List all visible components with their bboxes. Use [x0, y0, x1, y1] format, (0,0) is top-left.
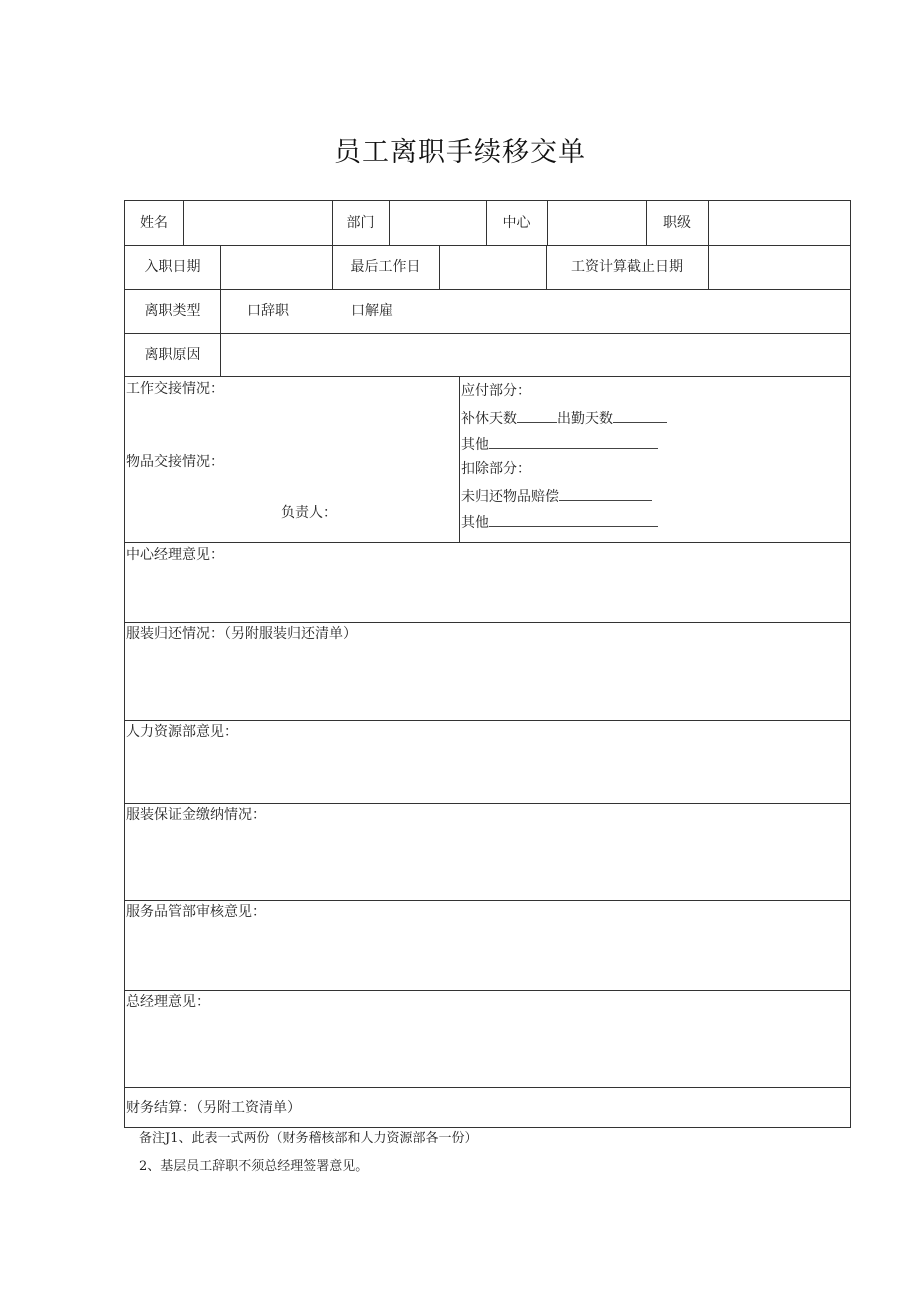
leave-reason-label: 离职原因	[144, 347, 201, 363]
last-day-label: 最后工作日	[350, 259, 421, 275]
quality-review-label: 服务品管部审核意见：	[126, 904, 266, 920]
leave-type-label: 离职类型	[144, 303, 201, 319]
row-divider	[125, 1087, 850, 1088]
dept-label: 部门	[346, 215, 375, 231]
responsible-label: 负责人：	[281, 505, 337, 521]
join-date-label: 入职日期	[144, 259, 201, 275]
other1-row	[461, 434, 658, 454]
row-divider	[125, 289, 850, 290]
center-label: 中心	[502, 215, 531, 231]
dismiss-checkbox[interactable]: 口解雇	[351, 303, 393, 319]
row-divider	[125, 803, 850, 804]
salary-cutoff-label: 工资计算截止日期	[571, 259, 683, 275]
comp-days-row	[461, 408, 667, 428]
form-table	[124, 200, 851, 1128]
deposit-label: 服装保证金缴纳情况：	[126, 807, 266, 823]
last-day-field[interactable]	[440, 246, 545, 288]
resign-checkbox[interactable]: 口辞职	[247, 303, 289, 319]
leave-reason-field[interactable]	[221, 334, 849, 375]
unreturned-row	[461, 486, 652, 506]
uniform-return-label: 服装归还情况：（另附服装归还清单）	[126, 626, 357, 642]
row-divider	[125, 720, 850, 721]
dept-field[interactable]	[390, 202, 485, 244]
finance-settlement-label: 财务结算：（另附工资清单）	[126, 1100, 301, 1116]
work-handover-label: 工作交接情况：	[126, 381, 224, 397]
other1-label: 其他	[461, 437, 489, 453]
row-divider	[125, 542, 850, 543]
level-field[interactable]	[709, 202, 849, 244]
col-divider	[459, 376, 460, 542]
attend-days-blank[interactable]	[613, 408, 667, 423]
page-title: 员工离职手续移交单	[334, 137, 586, 168]
comp-days-label: 补休天数	[461, 411, 517, 427]
name-field[interactable]	[184, 202, 331, 244]
other1-blank[interactable]	[489, 434, 658, 449]
salary-cutoff-field[interactable]	[709, 246, 849, 288]
row-divider	[125, 622, 850, 623]
level-label: 职级	[663, 215, 691, 231]
other2-blank[interactable]	[489, 512, 658, 527]
note-2: 2、基层员工辞职不须总经理签署意见。	[139, 1159, 369, 1174]
hr-opinion-label: 人力资源部意见：	[126, 724, 238, 740]
unreturned-label: 未归还物品赔偿	[461, 489, 559, 505]
join-date-field[interactable]	[221, 246, 331, 288]
attend-days-label: 出勤天数	[557, 411, 613, 427]
item-handover-label: 物品交接情况：	[126, 454, 224, 470]
unreturned-blank[interactable]	[559, 486, 652, 501]
payable-label: 应付部分：	[461, 383, 531, 399]
gm-opinion-label: 总经理意见：	[126, 994, 210, 1010]
row-divider	[125, 900, 850, 901]
name-label: 姓名	[140, 215, 168, 231]
center-field[interactable]	[548, 202, 645, 244]
other2-row	[461, 512, 658, 532]
row-divider	[125, 376, 850, 377]
deduct-label: 扣除部分：	[461, 461, 531, 477]
other2-label: 其他	[461, 515, 489, 531]
center-manager-label: 中心经理意见：	[126, 547, 224, 563]
row-divider	[125, 990, 850, 991]
note-1: 备注J1、此表一式两份（财务稽核部和人力资源部各一份）	[139, 1131, 478, 1146]
comp-days-blank[interactable]	[517, 408, 557, 423]
